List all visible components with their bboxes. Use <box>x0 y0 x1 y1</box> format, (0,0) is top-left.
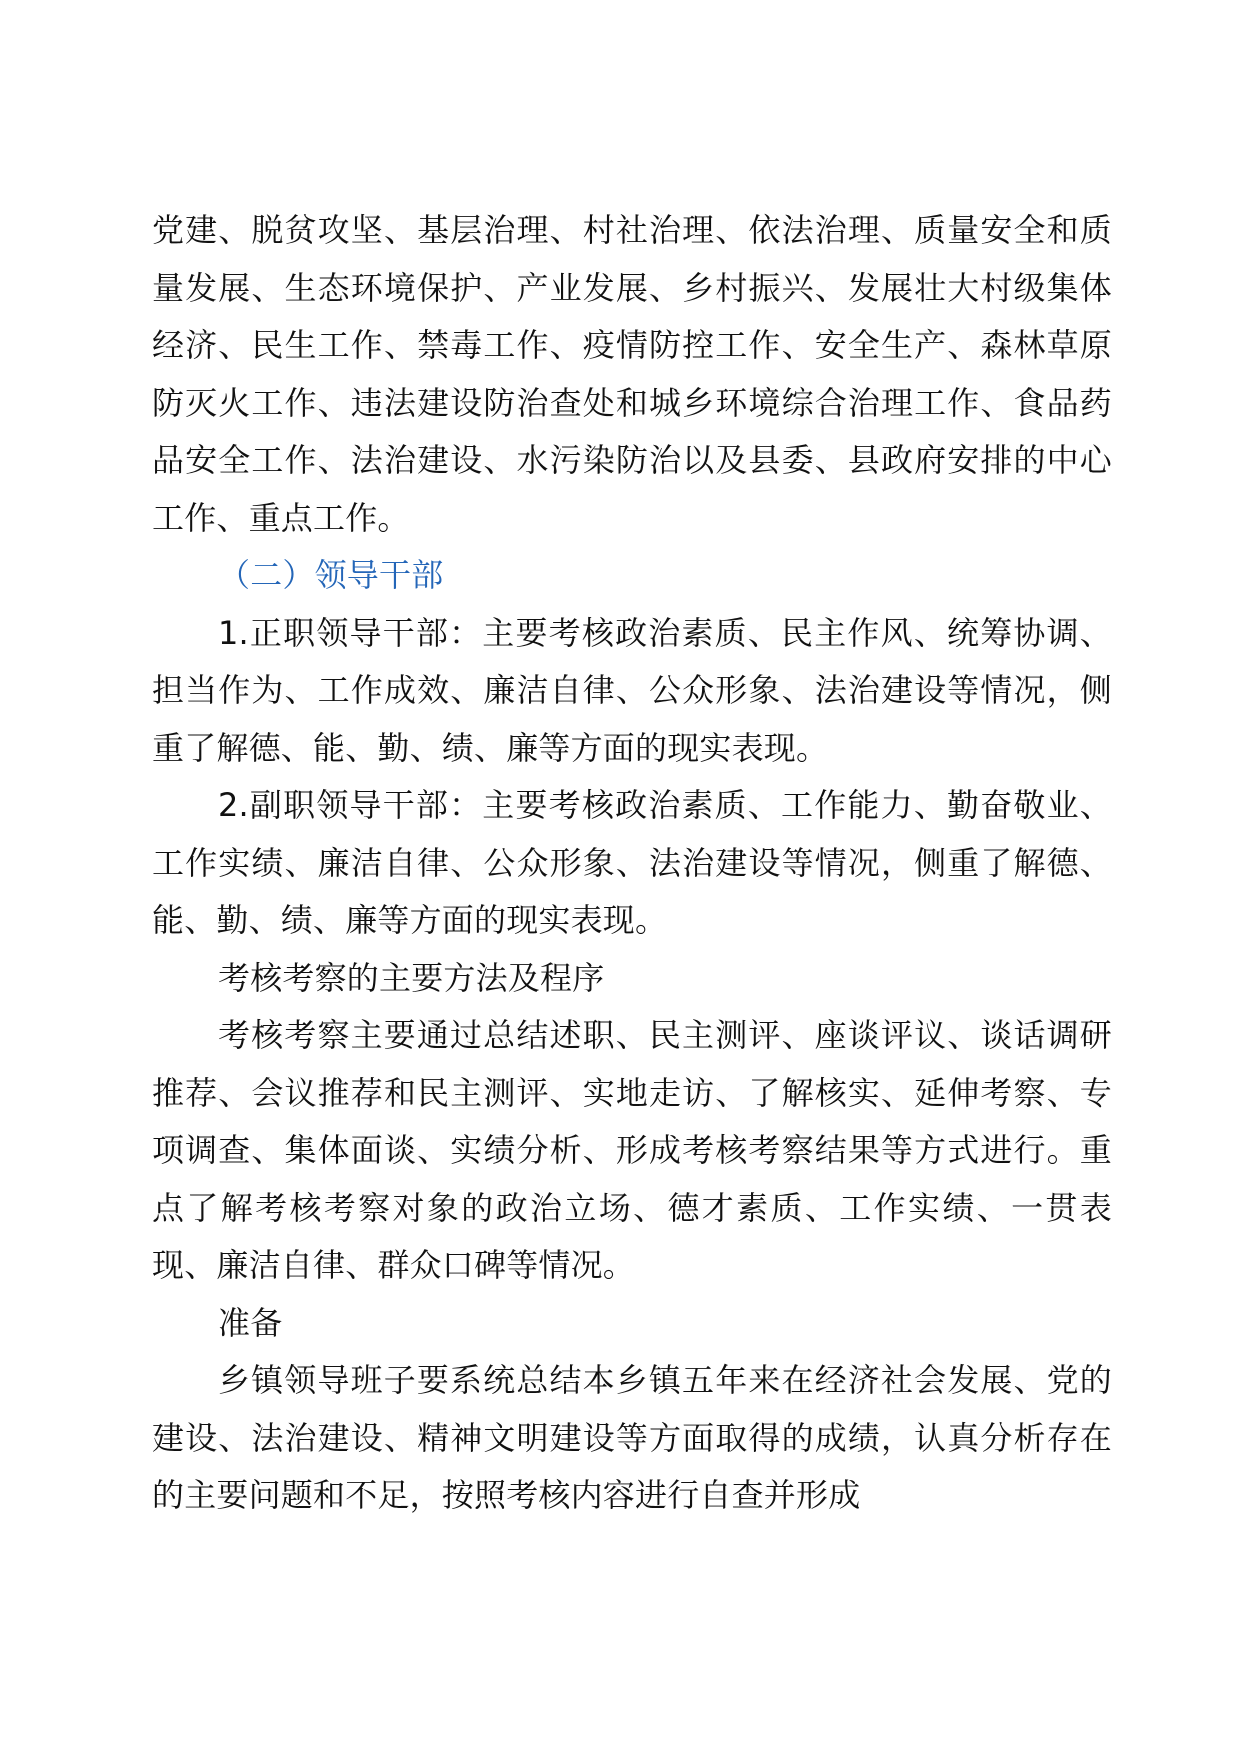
paragraph-methods: 考核考察主要通过总结述职、民主测评、座谈评议、谈话调研推荐、会议推荐和民主测评、实地走访、了解核实、延伸考察、专项调查、集体面谈、实绩分析、形成考核考察结果等方式进行。重点了解考核考察对象的政治立场、德才素质、工作实绩、一贯表现、廉洁自律、群众口碑等情况。 <box>152 1016 1112 1284</box>
paragraph-deputy-leaders: 2.副职领导干部：主要考核政治素质、工作能力、勤奋敬业、工作实绩、廉洁自律、公众形象、法治建设等情况，侧重了解德、能、勤、绩、廉等方面的现实表现。 <box>152 786 1112 939</box>
section-heading-leaders: （二）领导干部 <box>218 556 444 594</box>
paragraph-principal-leaders: 1.正职领导干部：主要考核政治素质、民主作风、统筹协调、担当作为、工作成效、廉洁自律、公众形象、法治建设等情况，侧重了解德、能、勤、绩、廉等方面的现实表现。 <box>152 613 1112 767</box>
section-heading-preparation: 准备 <box>218 1303 283 1342</box>
paragraph-preparation: 乡镇领导班子要系统总结本乡镇五年来在经济社会发展、党的建设、法治建设、精神文明建设等方面取得的成绩，认真分析存在的主要问题和不足，按照考核内容进行自查并形成 <box>152 1361 1112 1514</box>
section-heading-methods: 考核考察的主要方法及程序 <box>218 958 605 997</box>
paragraph-work-items: 党建、脱贫攻坚、基层治理、村社治理、依法治理、质量安全和质量发展、生态环境保护、产业发展、乡村振兴、发展壮大村级集体经济、民生工作、禁毒工作、疫情防控工作、安全生产、森林草原防灭火工作、违法建设防治查处和城乡环境综合治理工作、食品药品安全工作、法治建设、水污染防治以及县委、县政府安排的中心工作、重点工作。 <box>152 211 1112 537</box>
document-body <box>152 202 1112 1525</box>
